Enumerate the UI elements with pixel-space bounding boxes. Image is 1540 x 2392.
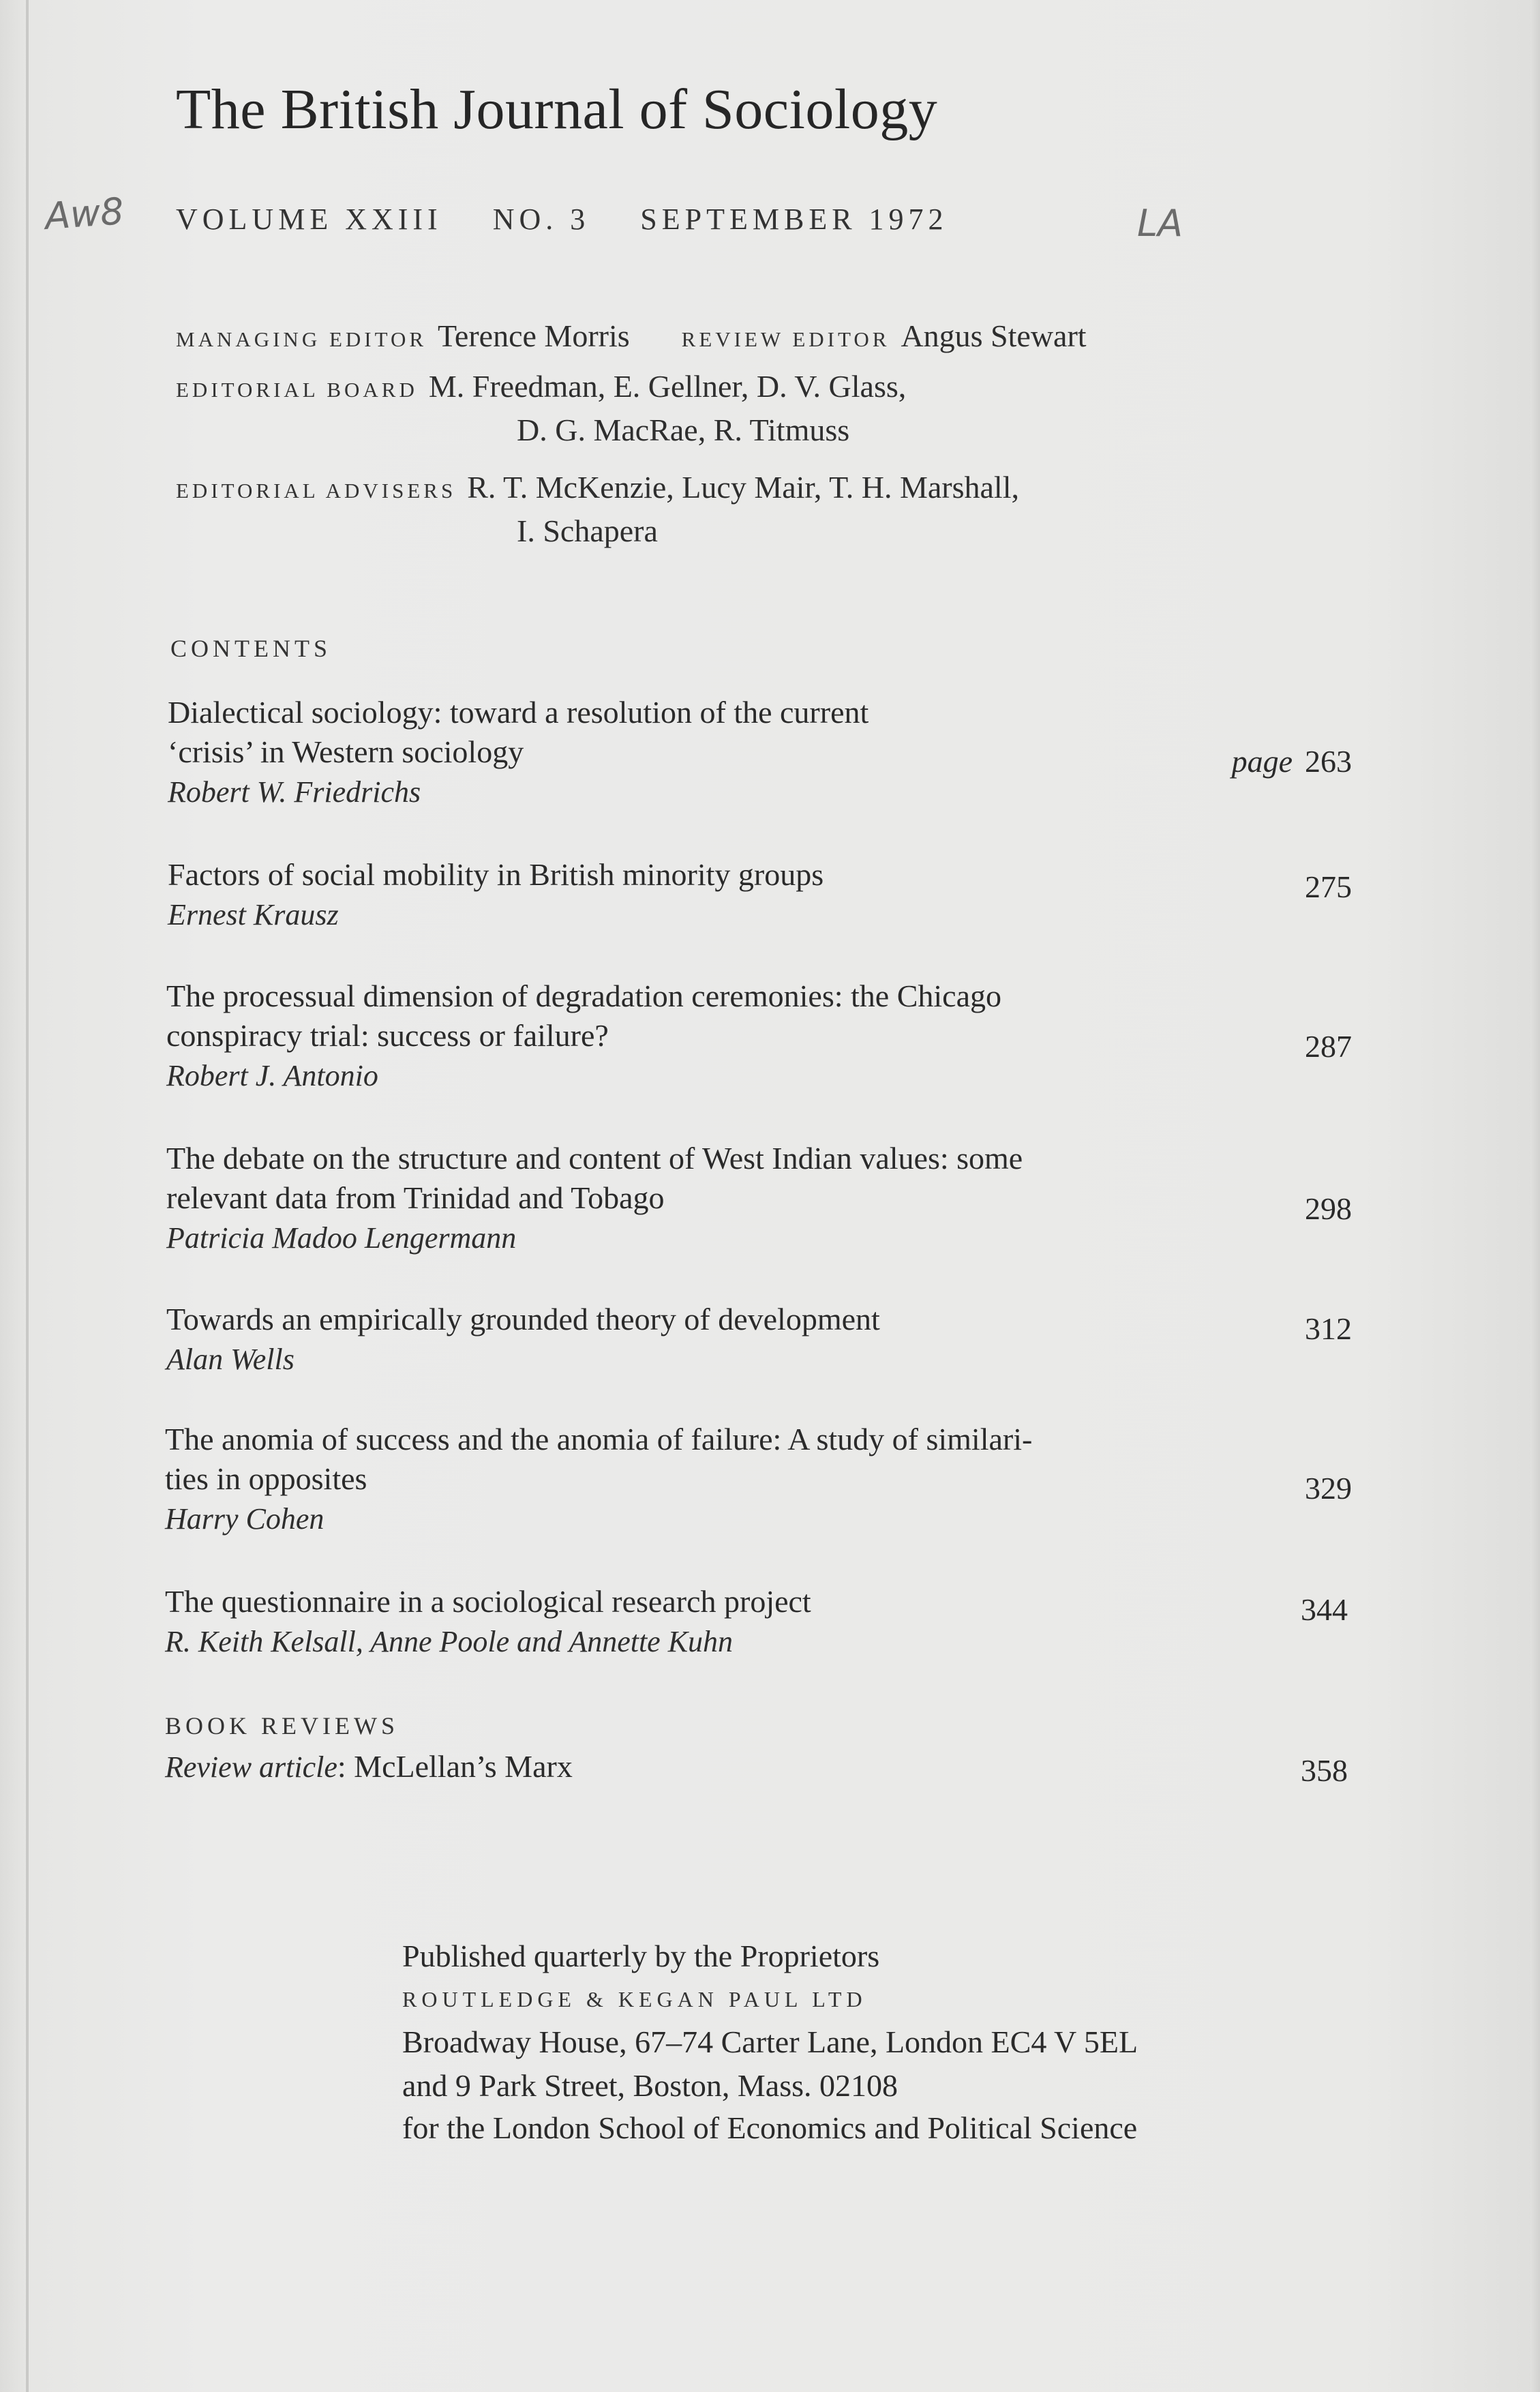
staff-line-editors xyxy=(176,318,1087,354)
editorial-advisers-names-1: R. T. McKenzie, Lucy Mair, T. H. Marshall, xyxy=(467,470,1019,505)
article-6-author: Harry Cohen xyxy=(165,1502,324,1536)
article-6-title-line-2: ties in opposites xyxy=(165,1461,367,1496)
page-right-edge xyxy=(1530,0,1540,2392)
article-4-page: 298 xyxy=(1305,1191,1352,1226)
staff-line-board xyxy=(176,368,906,404)
article-5-author: Alan Wells xyxy=(166,1343,295,1376)
article-5-page: 312 xyxy=(1305,1311,1352,1346)
page-binding-edge xyxy=(26,0,29,2392)
review-article-title: : McLellan’s Marx xyxy=(337,1749,573,1784)
article-6-title-line-1: The anomia of success and the anomia of failure: A study of similari- xyxy=(165,1422,1033,1456)
review-article-label: Review article xyxy=(165,1750,337,1784)
editorial-board-names-1: M. Freedman, E. Gellner, D. V. Glass, xyxy=(428,369,907,404)
article-1-title-line-2: ‘crisis’ in Western sociology xyxy=(168,734,524,769)
article-7-page: 344 xyxy=(1301,1592,1348,1627)
volume: VOLUME XXIII xyxy=(176,203,442,236)
article-5-title-line-1: Towards an empirically grounded theory of development xyxy=(166,1302,880,1336)
publisher-line-5: for the London School of Economics and Political Science xyxy=(402,2110,1138,2145)
article-2-title-line-1: Factors of social mobility in British minority groups xyxy=(168,857,824,892)
managing-editor-name: Terence Morris xyxy=(438,318,630,353)
journal-title: The British Journal of Sociology xyxy=(176,78,938,141)
article-3-page: 287 xyxy=(1305,1029,1352,1064)
contents-heading: CONTENTS xyxy=(170,635,331,662)
staff-line-advisers xyxy=(176,469,1019,505)
managing-editor-label: MANAGING EDITOR xyxy=(176,327,427,351)
article-4-title-line-1: The debate on the structure and content of West Indian values: some xyxy=(166,1141,1023,1176)
article-1-title-line-1: Dialectical sociology: toward a resolution of the current xyxy=(168,695,869,730)
publisher-address-2: and 9 Park Street, Boston, Mass. 02108 xyxy=(402,2068,899,2103)
editorial-advisers-names-2: I. Schapera xyxy=(517,513,658,548)
editorial-board-label: EDITORIAL BOARD xyxy=(176,378,418,402)
review-article-page: 358 xyxy=(1301,1753,1348,1788)
article-7-author: R. Keith Kelsall, Anne Poole and Annette Kuhn xyxy=(165,1625,734,1658)
issue-number: NO. 3 xyxy=(492,203,590,236)
article-6-page: 329 xyxy=(1305,1471,1352,1506)
publisher-address-1: Broadway House, 67–74 Carter Lane, London EC4 V 5EL xyxy=(402,2024,1138,2059)
review-editor-name: Angus Stewart xyxy=(901,318,1087,353)
article-7-title-line-1: The questionnaire in a sociological research project xyxy=(165,1584,811,1619)
article-2-author: Ernest Krausz xyxy=(168,898,339,931)
issue-date: SEPTEMBER 1972 xyxy=(640,203,948,236)
article-3-title-line-1: The processual dimension of degradation ceremonies: the Chicago xyxy=(166,978,1001,1013)
article-4-author: Patricia Madoo Lengermann xyxy=(166,1221,517,1255)
article-3-title-line-2: conspiracy trial: success or failure? xyxy=(166,1018,609,1053)
article-1-page: page 263 xyxy=(1231,744,1352,779)
page-word: page xyxy=(1231,744,1293,779)
review-editor-label: REVIEW EDITOR xyxy=(681,327,890,351)
issue-line xyxy=(176,202,948,237)
review-article-entry xyxy=(165,1748,573,1784)
handwritten-annotation-right: LA xyxy=(1137,202,1183,245)
article-4-title-line-2: relevant data from Trinidad and Tobago xyxy=(166,1180,665,1215)
book-reviews-heading: BOOK REVIEWS xyxy=(165,1712,399,1739)
article-1-author: Robert W. Friedrichs xyxy=(168,775,421,809)
editorial-board-names-2: D. G. MacRae, R. Titmuss xyxy=(517,413,850,447)
publisher-name: ROUTLEDGE & KEGAN PAUL LTD xyxy=(402,1987,867,2012)
article-3-author: Robert J. Antonio xyxy=(166,1059,378,1092)
publisher-line-1: Published quarterly by the Proprietors xyxy=(402,1939,880,1973)
article-2-page: 275 xyxy=(1305,869,1352,904)
editorial-advisers-label: EDITORIAL ADVISERS xyxy=(176,479,457,503)
handwritten-annotation-left: Aw8 xyxy=(43,190,125,238)
